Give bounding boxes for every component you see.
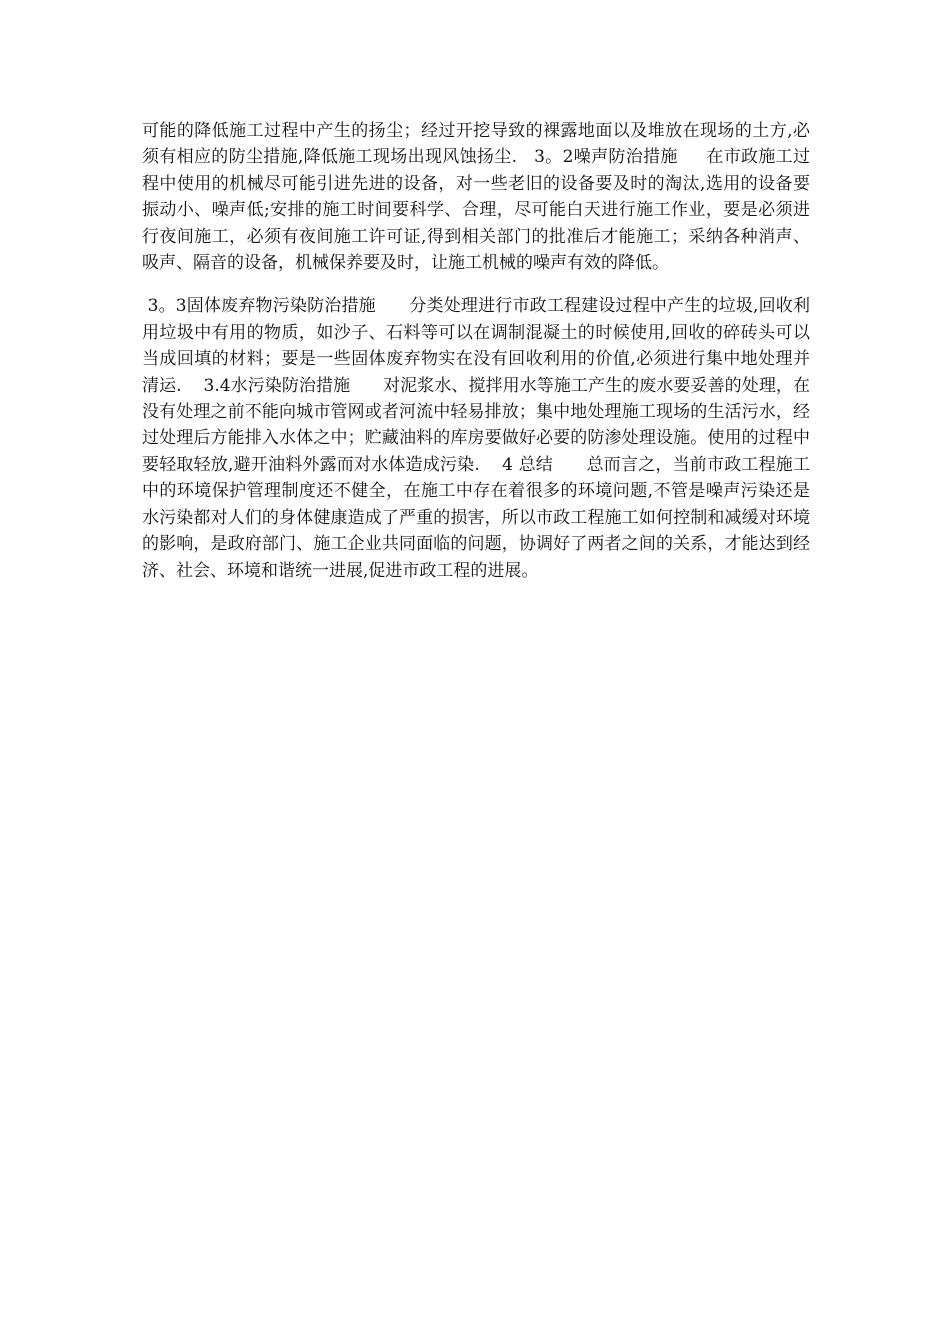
paragraph-noise-prevention: 可能的降低施工过程中产生的扬尘；经过开挖导致的裸露地面以及堆放在现场的土方,必须有相应的防尘措施,降低施工现场出现风蚀扬尘. 3。2噪声防治措施 在市政施工过程中使用的机械尽可能引进先进的设备，对一些老旧的设备要及时的淘汰,选用的设备要振动小、噪声低;安排的施工时间要科学、合理，尽可能白天进行施工作业，要是必须进行夜间施工，必须有夜间施工许可证,得到相关部门的批准后才能施工；采纳各种消声、吸声、隔音的设备，机械保养要及时，让施工机械的噪声有效的降低。 [142,121,810,274]
paragraph-solid-water-summary: 3。3固体废弃物污染防治措施 分类处理进行市政工程建设过程中产生的垃圾,回收利用垃圾中有用的物质，如沙子、石料等可以在调制混凝土的时候使用,回收的碎砖头可以当成回填的材料；要是一些固体废弃物实在没有回收利用的价值,必须进行集中地处理并清运. 3.4水污染防治措施 对泥浆水、搅拌用水等施工产生的废水要妥善的处理，在没有处理之前不能向城市管网或者河流中轻易排放；集中地处理施工现场的生活污水，经过处理后方能排入水体之中；贮藏油料的库房要做好必要的防渗处理设施。使用的过程中要轻取轻放,避开油料外露而对水体造成污染. 4 总结 总而言之，当前市政工程施工中的环境保护管理制度还不健全，在施工中存在着很多的环境问题,不管是噪声污染还是水污染都对人们的身体健康造成了严重的损害，所以市政工程施工如何控制和减缓对环境的影响，是政府部门、施工企业共同面临的问题，协调好了两者之间的关系，才能达到经济、社会、环境和谐统一进展,促进市政工程的进展。 [142,296,810,581]
document-page [142,118,810,584]
